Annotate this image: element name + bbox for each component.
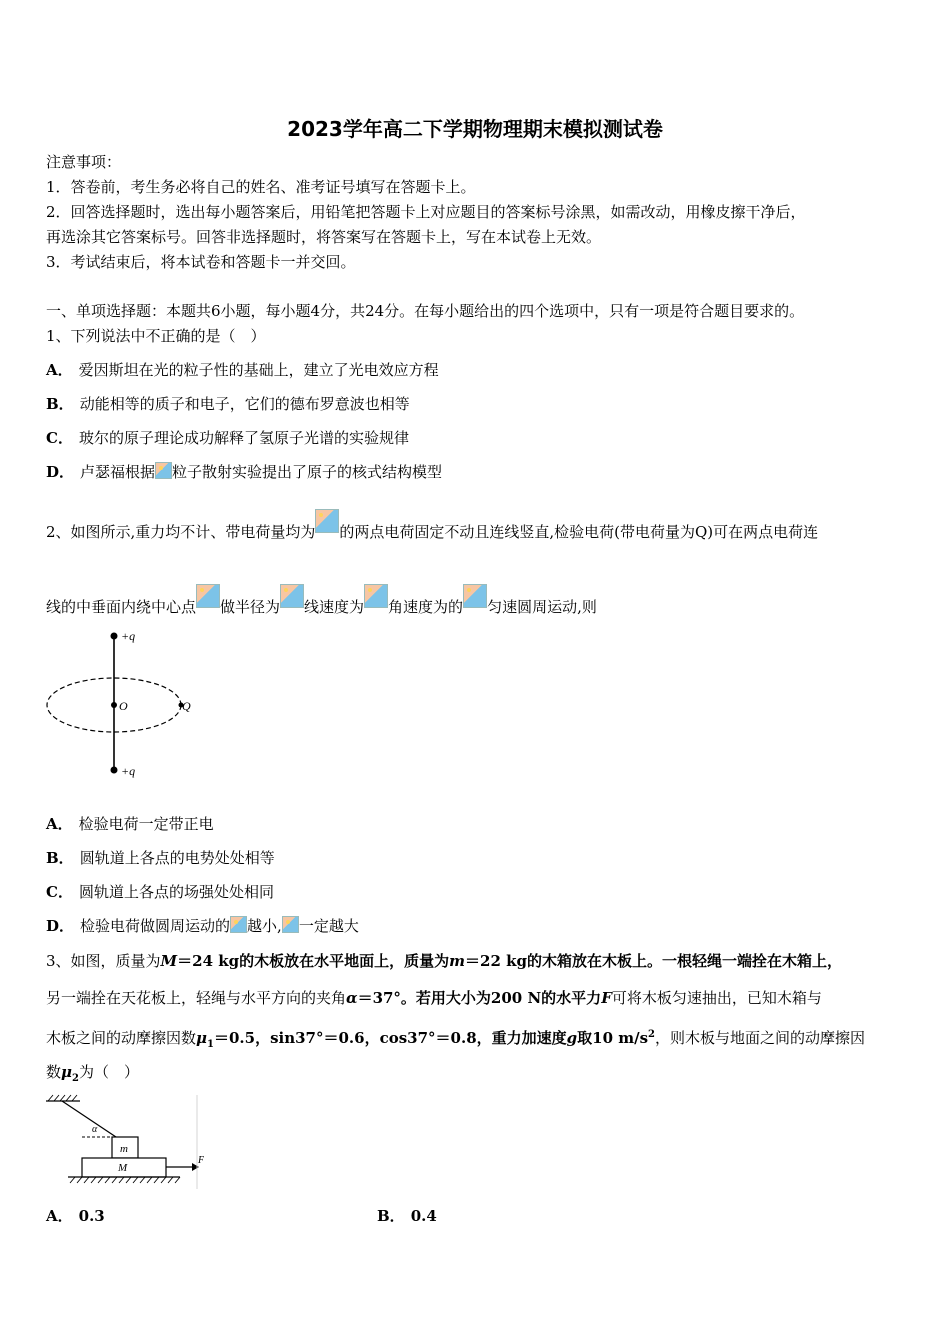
section-heading: 一、单项选择题：本题共6小题，每小题4分，共24分。在每小题给出的四个选项中，只有一项是符合题目要求的。: [46, 302, 805, 320]
M-label: M: [118, 1162, 128, 1174]
stem-text: 2、如图所示,重力均不计、带电荷量均为: [46, 523, 316, 541]
stem-text: 取10 m/s: [577, 1029, 649, 1047]
top-charge-dot: [111, 633, 118, 640]
charge-symbol-image-icon: [315, 509, 339, 533]
option-text: 圆轨道上各点的电势处处相等: [79, 849, 275, 867]
q2-option-b: [46, 848, 275, 868]
center-label: O: [119, 699, 128, 713]
option-text: 玻尔的原子理论成功解释了氢原子光谱的实验规律: [78, 429, 409, 447]
q3-stem-line2: [46, 988, 822, 1008]
omega-image-icon: [463, 584, 487, 608]
stem-text: 的两点电荷固定不动且连线竖直,检验电荷(带电荷量为Q)可在两点电荷连: [339, 523, 819, 541]
top-charge-label: +q: [121, 629, 136, 643]
option-label: A．: [46, 361, 73, 379]
option-text: 0.4: [410, 1207, 437, 1225]
q1-option-d: [46, 462, 442, 482]
var-m: m: [449, 952, 466, 970]
bottom-charge-dot: [111, 767, 118, 774]
ground-hatch: [70, 1177, 180, 1183]
stem-text: 3、如图，质量为: [46, 952, 161, 970]
option-text: 动能相等的质子和电子，它们的德布罗意波也相等: [79, 395, 410, 413]
q3-stem-line1: [46, 951, 842, 971]
option-text: 检验电荷一定带正电: [78, 815, 214, 833]
q2-option-d: [46, 916, 359, 936]
var-alpha: α: [346, 989, 358, 1007]
option-label: B．: [377, 1207, 405, 1225]
page-title: 2023学年高二下学期物理期末模拟测试卷: [287, 117, 663, 141]
stem-text: 线速度为: [304, 598, 365, 616]
stem-text: 匀速圆周运动,则: [487, 598, 597, 616]
rope: [62, 1101, 116, 1137]
q3-option-b: [377, 1206, 437, 1226]
alpha-symbol-image-icon: [155, 462, 172, 479]
q3-option-a: [46, 1206, 105, 1226]
var-F: F: [601, 989, 612, 1007]
stem-text: ＝22 kg的木箱放在木板上。一根轻绳一端拴在木箱上，: [465, 952, 842, 970]
option-label: C．: [46, 883, 73, 901]
option-text: 越小,: [247, 917, 282, 935]
radius-image-icon: [280, 584, 304, 608]
alpha-label: α: [92, 1124, 98, 1135]
q2-option-c: [46, 882, 274, 902]
notice-heading: 注意事项：: [46, 153, 122, 171]
center-dot: [111, 702, 117, 708]
point-O-image-icon: [196, 584, 220, 608]
option-text: 检验电荷做圆周运动的: [80, 917, 231, 935]
test-charge-label: Q: [182, 699, 191, 713]
stem-text: 线的中垂面内绕中心点: [46, 598, 197, 616]
q1-stem: 1、下列说法中不正确的是（ ）: [46, 327, 266, 345]
option-label: A．: [46, 1207, 73, 1225]
subscript: 2: [72, 1073, 79, 1084]
stem-text: 数: [46, 1063, 62, 1081]
option-text: 一定越大: [298, 917, 359, 935]
option-text: 0.3: [78, 1207, 105, 1225]
option-text: 爱因斯坦在光的粒子性的基础上，建立了光电效应方程: [78, 361, 439, 379]
notice-item-2: 2．回答选择题时，选出每小题答案后，用铅笔把答题卡上对应题目的答案标号涂黑，如需改动，用橡皮擦干净后，: [46, 203, 806, 221]
var-M: M: [160, 952, 178, 970]
subscript: 1: [207, 1039, 214, 1050]
q3-stem-line3: [46, 1025, 865, 1055]
option-label: B．: [46, 395, 74, 413]
stem-text: 为（ ）: [78, 1063, 139, 1081]
q1-option-b: [46, 394, 410, 414]
q2-stem-line2: [46, 584, 597, 617]
notice-item-3: 3．考试结束后，将本试卷和答题卡一并交回。: [46, 253, 356, 271]
stem-text: ，则木板与地面之间的动摩擦因: [655, 1029, 866, 1047]
stem-text: ＝0.5，sin37°＝0.6，cos37°＝0.8，重力加速度: [213, 1029, 567, 1047]
option-label: B．: [46, 849, 74, 867]
q2-option-a: [46, 814, 214, 834]
option-text: 粒子散射实验提出了原子的核式结构模型: [172, 463, 443, 481]
option-label: A．: [46, 815, 73, 833]
q3-figure: [44, 1093, 204, 1193]
radius-image-icon: [230, 916, 247, 933]
F-label: F: [198, 1155, 204, 1166]
q2-figure: [44, 626, 214, 786]
var-mu: μ: [196, 1029, 207, 1047]
stem-text: ＝24 kg的木板放在水平地面上，质量为: [177, 952, 450, 970]
notice-item-1: 1．答卷前，考生务必将自己的姓名、准考证号填写在答题卡上。: [46, 178, 476, 196]
var-g: g: [566, 1029, 578, 1047]
stem-text: 角速度为的: [388, 598, 464, 616]
q1-option-a: [46, 360, 439, 380]
stem-text: ＝37°。若用大小为200 N的水平力: [357, 989, 602, 1007]
q2-stem-line1: [46, 509, 818, 542]
bottom-charge-label: +q: [121, 764, 136, 778]
velocity-image-icon: [364, 584, 388, 608]
stem-text: 做半径为: [220, 598, 281, 616]
ceiling-hatch: [48, 1095, 77, 1101]
option-label: D．: [46, 917, 75, 935]
option-label: C．: [46, 429, 73, 447]
stem-text: 另一端拴在天花板上，轻绳与水平方向的夹角: [46, 989, 347, 1007]
m-label: m: [120, 1143, 128, 1155]
superscript: 2: [648, 1029, 656, 1040]
option-label: D．: [46, 463, 75, 481]
option-text: 卢瑟福根据: [80, 463, 156, 481]
option-text: 圆轨道上各点的场强处处相同: [78, 883, 274, 901]
q3-stem-line4: [46, 1062, 139, 1089]
q1-option-c: [46, 428, 409, 448]
var-mu: μ: [61, 1063, 72, 1081]
velocity-image-icon: [282, 916, 299, 933]
stem-text: 木板之间的动摩擦因数: [46, 1029, 197, 1047]
stem-text: 可将木板匀速抽出，已知木箱与: [611, 989, 822, 1007]
notice-item-2-cont: 再选涂其它答案标号。回答非选择题时，将答案写在答题卡上，写在本试卷上无效。: [46, 228, 602, 246]
